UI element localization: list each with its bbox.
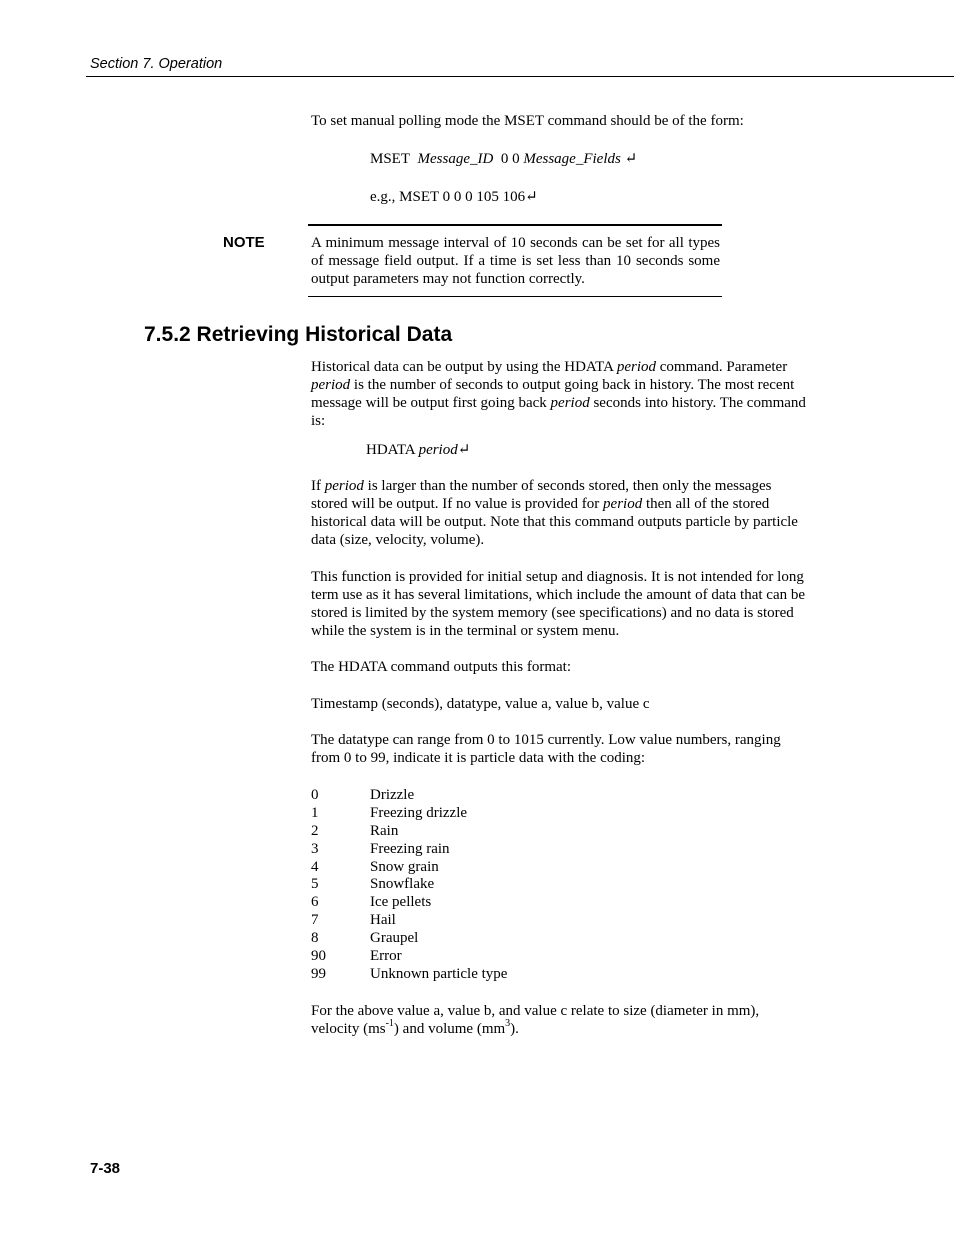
section-title: 7.5.2 Retrieving Historical Data xyxy=(144,323,453,346)
list-item: 3 Freezing rain xyxy=(311,840,450,857)
paragraph-historical-data: Historical data can be output by using the HDATA period command. Parameter period is the number of seconds to output going back in history. The most recent message will be output first going back period seconds into history. The command is: xyxy=(311,359,806,429)
paragraph-datatype: The datatype can range from 0 to 1015 currently. Low value numbers, ranging from 0 to 99, indicate it is particle data with the coding: xyxy=(311,732,781,766)
list-item: 1 Freezing drizzle xyxy=(311,804,468,821)
enter-key-icon: ↵ xyxy=(525,189,538,205)
paragraph-units: For the above value a, value b, and value c relate to size (diameter in mm), velocity $(ms^{-1})$ and volume $(mm^3)$. xyxy=(311,1003,760,1037)
list-item: 90 Error xyxy=(311,948,402,965)
running-header: Section 7. Operation xyxy=(90,56,223,72)
list-item: 7 Hail xyxy=(311,912,396,929)
enter-key-icon: ↵ xyxy=(457,442,471,458)
list-item: 4 Snow grain xyxy=(311,858,439,875)
paragraph-period: If period is larger than the number of seconds stored, then only the messages stored will be output. If no value is provided for period then all of the stored historical data will be output. Note that this command outputs particle by particle data (size, velocity, volume). xyxy=(311,478,798,548)
paragraph-format-intro: The HDATA command outputs this format: xyxy=(311,659,572,675)
header-rule xyxy=(86,76,954,77)
hdata-command: HDATA period↵ xyxy=(366,442,471,458)
page-number: 7-38 xyxy=(90,1160,121,1177)
intro-paragraph: To set manual polling mode the MSET command should be of the form: xyxy=(311,113,744,129)
list-item: 0 Drizzle xyxy=(311,787,415,803)
list-item: 5 Snowflake xyxy=(311,876,435,893)
paragraph-format: Timestamp (seconds), datatype, value a, value b, value c xyxy=(311,696,650,712)
mset-command-form xyxy=(370,150,637,168)
list-item: 6 Ice pellets xyxy=(311,894,432,911)
note-box xyxy=(308,224,722,297)
mset-example xyxy=(370,188,538,206)
note-text: A minimum message interval of 10 seconds can be set for all types of message field output. If a time is set less than 10 seconds some output parameters may not function correctly. xyxy=(311,235,720,287)
list-item: 8 Graupel xyxy=(311,930,419,947)
paragraph-limitations: This function is provided for initial setup and diagnosis. It is not intended for long term use as it has several limitations, which include the amount of data that can be stored is limited by the system memory (see specifications) and no data is stored while the system is in the terminal or system menu. xyxy=(311,569,806,639)
list-item: 2 Rain xyxy=(311,822,399,839)
mset-keyword: MSET xyxy=(370,151,411,167)
enter-key-icon: ↵ xyxy=(624,151,638,167)
mset-message-id: Message_ID xyxy=(417,151,494,167)
mset-message-fields: Message_Fields xyxy=(523,151,621,167)
mset-example-text: e.g., MSET 0 0 0 105 106 xyxy=(370,189,526,205)
list-item: 99 Unknown particle type xyxy=(311,965,508,982)
particle-code-list xyxy=(311,786,507,983)
note-label: NOTE xyxy=(223,234,265,251)
mset-zeros: 0 0 xyxy=(500,151,520,167)
